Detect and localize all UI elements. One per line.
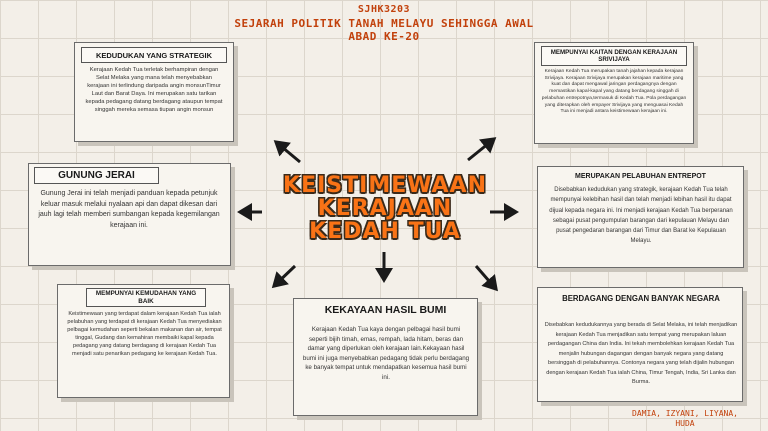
- authors-line1: DAMIA, IZYANI, LIYANA,: [632, 409, 738, 418]
- authors: [610, 409, 760, 429]
- course-title-line2: ABAD KE-20: [348, 30, 420, 43]
- arrow-to-srivijaya: [468, 139, 494, 160]
- authors-line2: HUDA: [675, 419, 695, 428]
- card-entrepot-title: MERUPAKAN PELABUHAN ENTREPOT: [575, 173, 706, 180]
- card-strategic-title: KEDUDUKAN YANG STRATEGIK: [81, 47, 227, 63]
- card-strategic-body: Kerajaan Kedah Tua terletak berhampiran dengan Selat Melaka yang mana telah menyebabkan kerajaan ini terlindung daripada angin monsunTimur Laut dan Barat Daya. Ini merupakan satu tarikan kepada pedagang datang berdagang ataupun tempat singgah mereka semasa tiupan angin monsun: [85, 67, 223, 113]
- card-facilities: [57, 284, 230, 398]
- card-entrepot-body: Disebabkan kedudukan yang strategik, kerajaan Kedah Tua telah mempunyai kelebihan hasil dan telah menjadi lebihan hasil itu dapat dijual kepada negara ini. Ini menjadi kerajaan Kedah Tua berperanan sebagai pusat pengumpulan barangan dari kepulauan Melayu dan pusat pengedaran barangan dari Timur dan Barat ke Kepulauan Melayu.: [549, 187, 733, 245]
- card-facilities-body: Keistimewaan yang terdapat dalam kerajaan Kedah Tua ialah pelabuhan yang terdapat di kerajaan Kedah Tua menyediakan pelbagai kemudahan seperti bekalan makanan dan air, tempat tinggal, Gudang dan kemahiran membaiki kapal kepada pedagang yang datang berdagang di kerajaan Kedah Tua menjadi satu penarikan pedagang ke kerajaan Kedah Tua.: [67, 311, 222, 357]
- course-code: SJHK3203: [357, 4, 411, 15]
- card-jerai-body: Gunung Jerai ini telah menjadi panduan kepada petunjuk keluar masuk melalui nyalaan api dan dapat dikesan dari jauh lagi telah memberi sumbangan kepada kegemilangan kerajaan ini.: [38, 190, 220, 229]
- card-srivijaya-title: MEMPUNYAI KAITAN DENGAN KERAJAAN SRIVIJAYA: [541, 46, 687, 66]
- card-trade-body: Disebabkan kedudukannya yang berada di Selat Melaka, ini telah menjadikan kerajaan Kedah Tua menjadikan satu tempat yang merupakan laluan perdagangan China dan India. Ini tekah membolehkan kerajaan Kedah Tua menjalin hubungan dagangan dengan banyak negara yang datang bersinggah di pelabuhannya. Contonya negara yang telah dijalin hubungan dengan kerajaan Kedah Tua ialah China, Timur Tengah, India, Sri Lanka dan Burma.: [544, 322, 738, 385]
- card-srivijaya-body: Kerajaan Kedah Tua merupakan tanah jajahan kepada kerajaan Srivijaya. Kerajaan Srivijaya merupakan kerajaan maritime yang kuat dan dapat mengawal jaringan perdagangnya dengan memastikan kapal-kapal yang datang berdagang singgah di pelabuhan entrepotnya,termasuk di Kedah Tua. Pola perdagangan yang diterapkan oleh empayer Srivijaya yang menguasai Kedah Tua ini menjadi antara keistimewaan kerajaan ini.: [541, 69, 687, 115]
- card-jerai-title: GUNUNG JERAI: [34, 167, 159, 184]
- card-srivijaya: [534, 42, 694, 144]
- card-trade: [537, 287, 743, 402]
- arrow-to-facilities: [274, 266, 295, 286]
- card-strategic-location: [74, 42, 234, 142]
- main-topic-line1: KEISTIMEWAAN: [283, 173, 487, 198]
- main-topic: [262, 174, 508, 243]
- course-title: SEJARAH POLITIK TANAH MELAYU SEHINGGA AWAL: [234, 17, 534, 30]
- card-resources-title: KEKAYAAN HASIL BUMI: [324, 304, 447, 316]
- arrow-to-trade: [476, 266, 496, 289]
- arrow-to-strategic: [276, 142, 300, 162]
- main-topic-line2: KERAJAAN: [317, 196, 453, 221]
- main-topic-line3: KEDAH TUA: [309, 219, 461, 244]
- card-resources-body: Kerajaan Kedah Tua kaya dengan pelbagai hasil bumi seperti bijih timah, emas, rempah, lada hitam, beras dan damar yang diperlukan oleh kerajaan lain.Kekayaan hasil bumi ini juga menyebabkan pedagang tidak perlu berdagang ke banyak tempat untuk mendapatkan kesemua hasil bumi ini.: [302, 326, 470, 381]
- card-entrepot: [537, 166, 744, 268]
- card-resources: [293, 298, 478, 416]
- card-gunung-jerai: [28, 163, 231, 266]
- card-facilities-title: MEMPUNYAI KEMUDAHAN YANG BAIK: [86, 288, 206, 307]
- card-trade-title: BERDAGANG DENGAN BANYAK NEGARA: [562, 294, 720, 303]
